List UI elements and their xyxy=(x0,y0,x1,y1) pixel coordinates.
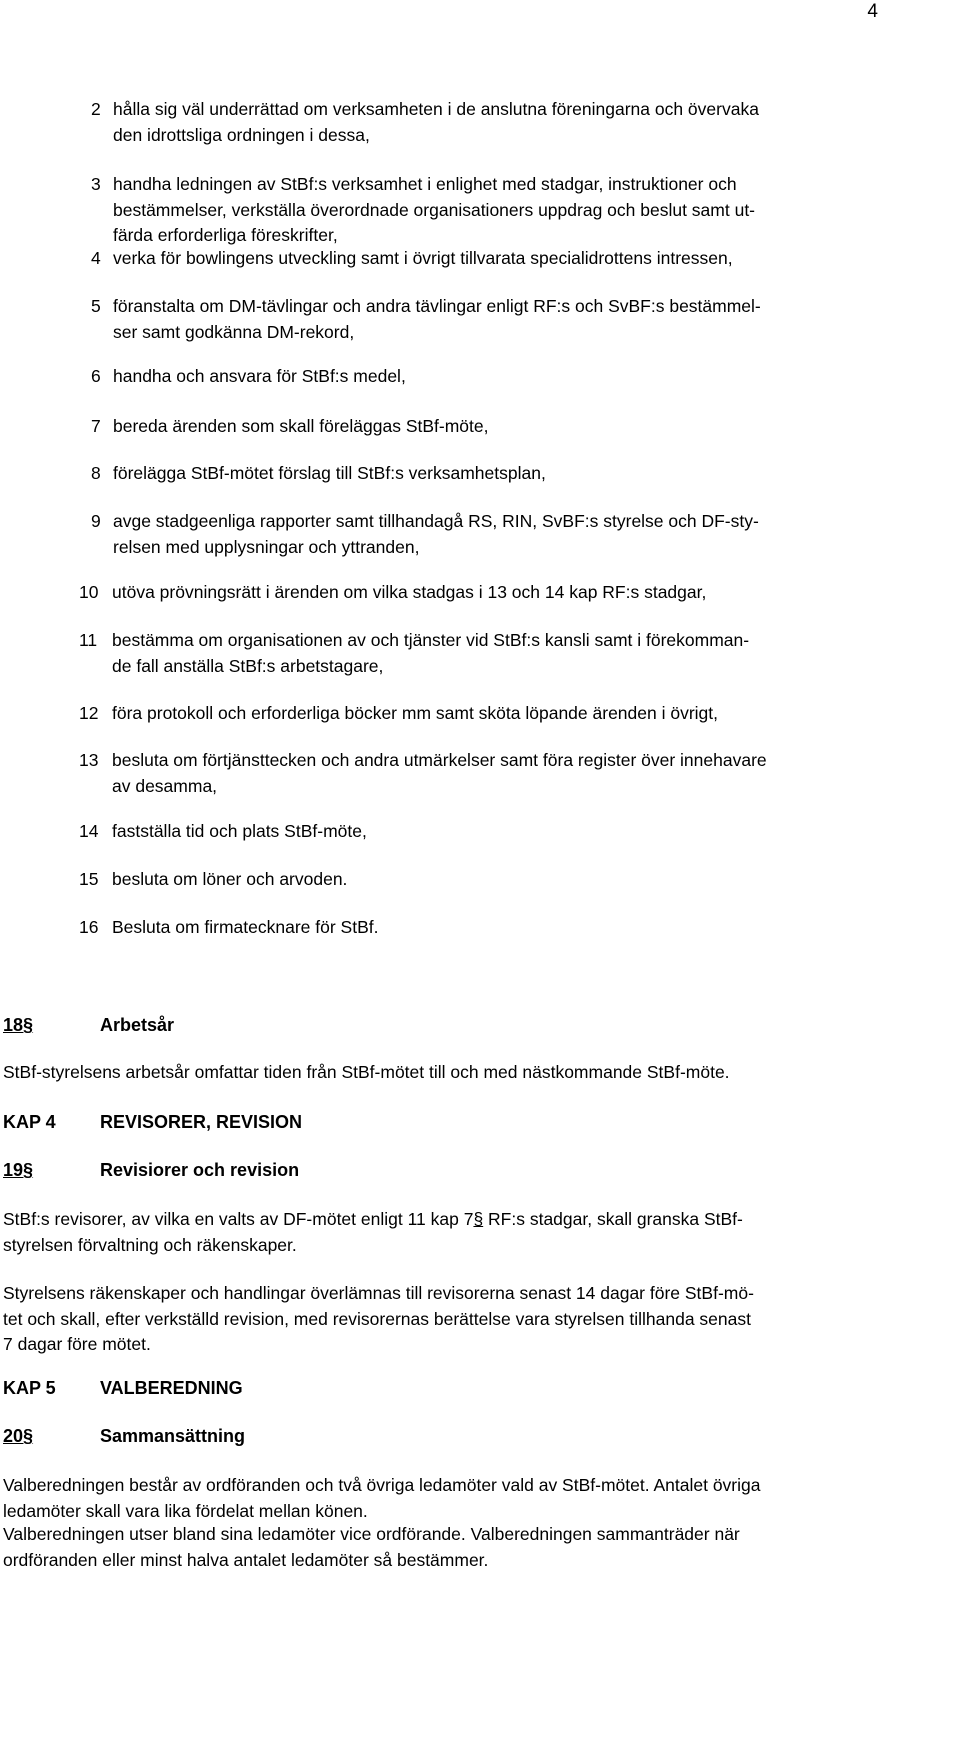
list-item xyxy=(91,97,759,148)
chapter-5-title: VALBEREDNING xyxy=(100,1378,243,1398)
list-text: besluta om förtjänsttecken och andra utmärkelser samt föra register över innehavare xyxy=(112,750,767,770)
list-text: föra protokoll och erforderliga böcker mm samt sköta löpande ärenden i övrigt, xyxy=(112,703,718,723)
list-text: Besluta om firmatecknare för StBf. xyxy=(112,917,379,937)
page-number: 4 xyxy=(867,1,878,22)
list-item xyxy=(79,580,706,606)
list-text: bereda ärenden som skall föreläggas StBf-möte, xyxy=(113,416,489,436)
list-text: föranstalta om DM-tävlingar och andra tävlingar enligt RF:s och SvBF:s bestämmel- xyxy=(113,296,761,316)
list-number: 2 xyxy=(91,99,101,119)
list-text: verka för bowlingens utveckling samt i övrigt tillvarata specialidrottens intressen, xyxy=(113,248,733,268)
list-number: 7 xyxy=(91,416,101,436)
section-19-heading xyxy=(3,1158,33,1182)
list-item xyxy=(79,748,767,799)
list-text: de fall anställa StBf:s arbetstagare, xyxy=(112,655,384,676)
list-number: 13 xyxy=(79,750,99,770)
list-text: handha och ansvara för StBf:s medel, xyxy=(113,366,406,386)
section-18-text: StBf-styrelsens arbetsår omfattar tiden från StBf-mötet till och med nästkommande StBf-möte. xyxy=(3,1062,730,1082)
list-text: bestämmelser, verkställa överordnade organisationers uppdrag och beslut samt ut- xyxy=(113,199,756,220)
list-item xyxy=(91,172,755,249)
section-20-paragraph-2: Valberedningen utser bland sina ledamöter vice ordförande. Valberedningen sammanträder när ordföranden eller minst halva antalet ledamöter så bestämmer. xyxy=(3,1524,740,1570)
list-number: 6 xyxy=(91,366,101,386)
list-item xyxy=(91,414,488,440)
list-text: den idrottsliga ordningen i dessa, xyxy=(113,124,370,145)
section-number: 20§ xyxy=(3,1426,34,1446)
list-item xyxy=(79,701,718,727)
section-20-title: Sammansättning xyxy=(100,1426,246,1446)
list-number: 16 xyxy=(79,917,99,937)
list-number: 12 xyxy=(79,703,99,723)
list-number: 9 xyxy=(91,511,101,531)
section-18-title: Arbetsår xyxy=(100,1015,175,1035)
list-text: utöva prövningsrätt i ärenden om vilka stadgas i 13 och 14 kap RF:s stadgar, xyxy=(112,582,707,602)
section-20-paragraph-1: Valberedningen består av ordföranden och två övriga ledamöter vald av StBf-mötet. Antalet övriga ledamöter skall vara lika fördelat mellan könen. xyxy=(3,1475,761,1521)
list-item xyxy=(79,628,749,679)
list-text: avge stadgeenliga rapporter samt tillhandagå RS, RIN, SvBF:s styrelse och DF-sty- xyxy=(113,511,759,531)
list-number: 11 xyxy=(79,630,98,650)
list-number: 14 xyxy=(79,821,99,841)
list-text: av desamma, xyxy=(112,775,218,796)
list-item xyxy=(91,461,546,487)
list-text: förelägga StBf-mötet förslag till StBf:s verksamhetsplan, xyxy=(113,463,546,483)
section-19-paragraph-1: StBf:s revisorer, av vilka en valts av DF-mötet enligt 11 kap 7§ RF:s stadgar, skall granska StBf- styrelsen förvaltning och räkenskaper. xyxy=(3,1209,743,1255)
section-20-heading xyxy=(3,1424,33,1448)
section-number: 19§ xyxy=(3,1160,34,1180)
section-number: 18§ xyxy=(3,1015,34,1035)
list-number: 4 xyxy=(91,248,101,268)
list-item xyxy=(91,246,733,272)
list-item xyxy=(91,509,759,560)
list-text: relsen med upplysningar och yttranden, xyxy=(113,536,420,557)
list-item xyxy=(79,867,347,893)
list-text: ser samt godkänna DM-rekord, xyxy=(113,321,355,342)
section-19-paragraph-2: Styrelsens räkenskaper och handlingar överlämnas till revisorerna senast 14 dagar före StBf-mö- tet och skall, efter verkställd revision, med revisorernas berättelse vara styrelsen tillhanda senast 7 dagar före mötet. xyxy=(3,1283,754,1354)
list-number: 5 xyxy=(91,296,101,316)
chapter-4-label: KAP 4 xyxy=(3,1112,56,1132)
list-text: bestämma om organisationen av och tjänster vid StBf:s kansli samt i förekomman- xyxy=(112,630,750,650)
list-item xyxy=(91,294,761,345)
list-text: besluta om löner och arvoden. xyxy=(112,869,348,889)
section-19-title: Revisiorer och revision xyxy=(100,1160,300,1180)
list-item xyxy=(79,915,379,941)
list-text: handha ledningen av StBf:s verksamhet i enlighet med stadgar, instruktioner och xyxy=(113,174,737,194)
list-item xyxy=(79,819,367,845)
section-18-heading xyxy=(3,1013,33,1037)
chapter-4-title: REVISORER, REVISION xyxy=(100,1112,303,1132)
list-number: 15 xyxy=(79,869,99,889)
list-text: färda erforderliga föreskrifter, xyxy=(113,225,338,245)
list-item xyxy=(91,364,406,390)
list-text: fastställa tid och plats StBf-möte, xyxy=(112,821,367,841)
list-number: 3 xyxy=(91,174,101,194)
list-number: 10 xyxy=(79,582,99,602)
list-text: hålla sig väl underrättad om verksamheten i de anslutna föreningarna och övervaka xyxy=(113,99,759,119)
list-number: 8 xyxy=(91,463,101,483)
chapter-5-label: KAP 5 xyxy=(3,1378,56,1398)
